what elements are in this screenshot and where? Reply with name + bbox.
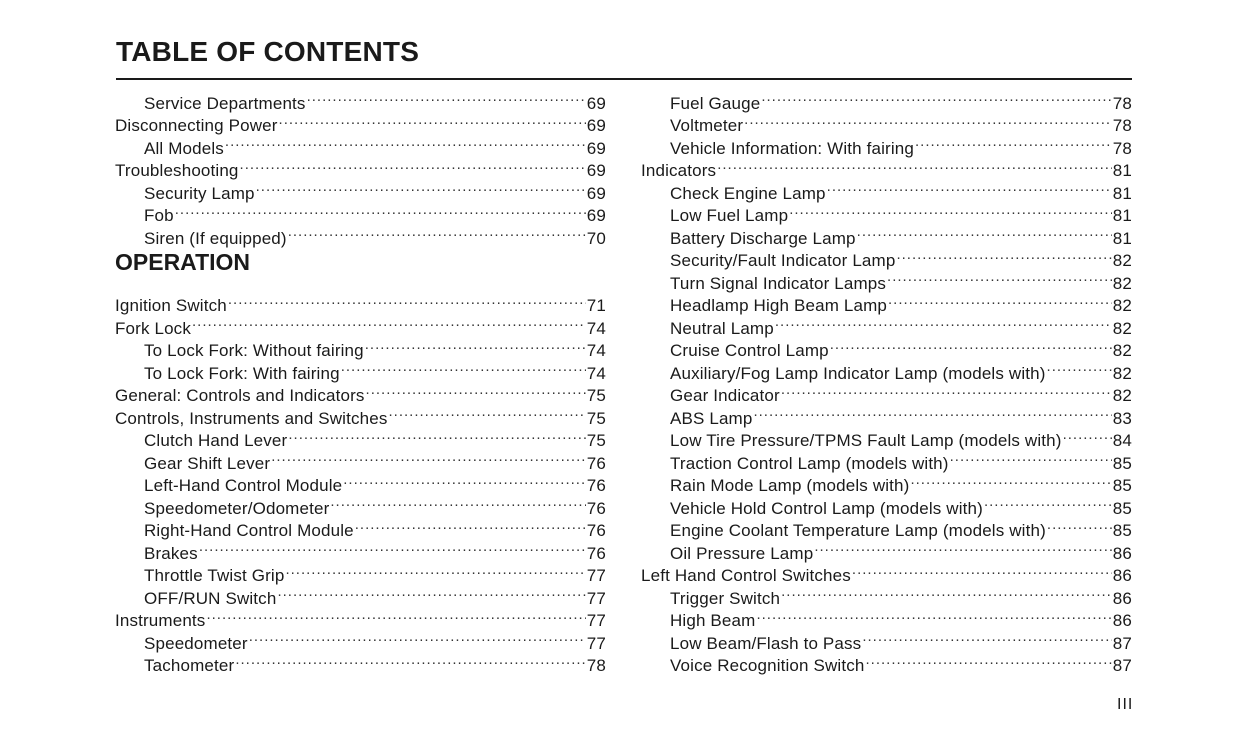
toc-entry-label: Low Tire Pressure/TPMS Fault Lamp (models with) [670, 431, 1062, 450]
toc-entry[interactable] [641, 86, 1132, 113]
toc-entry-label: Voltmeter [670, 116, 744, 135]
toc-right-column [641, 86, 1132, 675]
toc-entry-label: Troubleshooting [115, 161, 239, 180]
toc-entry-page: 74 [586, 363, 606, 383]
toc-entry-label: Trigger Switch [670, 588, 781, 608]
toc-entry-page: 85 [1112, 498, 1132, 518]
toc-entry-label: Left Hand Control Switches [641, 566, 851, 585]
section-heading-operation: OPERATION [115, 248, 251, 275]
toc-entry-label: Battery Discharge Lamp [670, 228, 856, 248]
toc-entry-page: 81 [1112, 228, 1132, 248]
toc-entry-page: 77 [586, 633, 606, 653]
toc-entry-label: Neutral Lamp [670, 318, 774, 338]
dot-leader [330, 491, 585, 514]
toc-entry-page: 82 [1112, 273, 1132, 293]
dot-leader [888, 289, 1112, 312]
toc-entry-page: 85 [1112, 476, 1132, 495]
dot-leader [887, 266, 1112, 289]
toc-entry-label: Instruments [115, 611, 206, 630]
dot-leader [862, 626, 1111, 649]
toc-entry-page: 81 [1112, 206, 1132, 225]
toc-left-column [115, 86, 606, 675]
dot-leader [365, 334, 586, 357]
toc-entry-page: 77 [586, 588, 606, 608]
toc-entry-page: 78 [1112, 116, 1132, 135]
dot-leader [343, 469, 586, 492]
toc-entry-label: Low Beam/Flash to Pass [670, 633, 862, 653]
toc-entry-label: Gear Shift Lever [144, 453, 271, 473]
toc-entry-label: Security/Fault Indicator Lamp [670, 251, 896, 270]
toc-entry-page: 81 [1112, 183, 1132, 203]
dot-leader [249, 626, 586, 649]
toc-entry-label: Service Departments [144, 93, 306, 113]
dot-leader [1047, 356, 1112, 379]
toc-entry-label: Right-Hand Control Module [144, 521, 354, 540]
toc-entry-label: Traction Control Lamp (models with) [670, 453, 949, 473]
toc-entry-label: OFF/RUN Switch [144, 588, 277, 608]
toc-entry-label: Clutch Hand Lever [144, 431, 288, 450]
toc-entry-label: Voice Recognition Switch [670, 656, 865, 675]
toc-entry-label: Fork Lock [115, 318, 191, 338]
toc-entry-page: 86 [1112, 566, 1132, 585]
toc-entry-page: 76 [586, 543, 606, 563]
toc-entry-page: 86 [1112, 588, 1132, 608]
toc-entry-label: Siren (If equipped) [144, 228, 287, 248]
toc-entry-page: 78 [1112, 93, 1132, 113]
toc-top-entries [115, 86, 606, 248]
dot-leader [1047, 514, 1112, 537]
toc-entry-label: Low Fuel Lamp [670, 206, 789, 225]
toc-entry-label: Ignition Switch [115, 296, 227, 315]
dot-leader [775, 311, 1112, 334]
toc-entry-label: Headlamp High Beam Lamp [670, 296, 888, 315]
toc-entry-label: ABS Lamp [670, 408, 753, 428]
dot-leader [240, 154, 586, 177]
toc-entry-page: 82 [1112, 386, 1132, 405]
toc-entry-label: Cruise Control Lamp [670, 341, 829, 360]
toc-entry-page: 78 [1112, 138, 1132, 158]
dot-leader [910, 469, 1111, 492]
toc-entry-page: 86 [1112, 543, 1132, 563]
toc-entry-page: 87 [1112, 656, 1132, 675]
toc-entry-page: 76 [586, 453, 606, 473]
dot-leader [389, 401, 586, 424]
toc-entry-page: 77 [586, 566, 606, 585]
toc-right-entries [641, 86, 1132, 675]
dot-leader [781, 379, 1112, 402]
dot-leader [984, 491, 1112, 514]
toc-entry-label: Fob [144, 206, 174, 225]
toc-entry-page: 69 [586, 93, 606, 113]
page-number: III [1117, 696, 1134, 713]
toc-entry-label: Disconnecting Power [115, 116, 278, 135]
toc-entry-page: 77 [586, 611, 606, 630]
dot-leader [896, 244, 1111, 267]
toc-entry-label: Fuel Gauge [670, 93, 761, 113]
page-title: TABLE OF CONTENTS [116, 36, 420, 67]
dot-leader [756, 604, 1111, 627]
dot-leader [285, 559, 585, 582]
dot-leader [288, 221, 586, 244]
toc-entry-label: Indicators [641, 161, 717, 180]
dot-leader [206, 604, 585, 627]
title-divider [116, 78, 1132, 80]
dot-leader [256, 176, 586, 199]
dot-leader [225, 131, 586, 154]
dot-leader [235, 649, 585, 672]
dot-leader [789, 199, 1112, 222]
toc-entry-page: 69 [586, 183, 606, 203]
dot-leader [366, 379, 586, 402]
toc-entry-label: Check Engine Lamp [670, 183, 826, 203]
toc-entry-page: 87 [1112, 633, 1132, 653]
toc-entry-page: 75 [586, 408, 606, 428]
toc-entry-page: 84 [1112, 431, 1132, 450]
toc-entry-page: 71 [586, 296, 606, 315]
dot-leader [279, 109, 586, 132]
dot-leader [307, 86, 586, 109]
dot-leader [857, 221, 1112, 244]
dot-leader [781, 581, 1112, 604]
toc-entry-label: To Lock Fork: With fairing [144, 363, 340, 383]
toc-entry-page: 83 [1112, 408, 1132, 428]
dot-leader [1063, 424, 1112, 447]
toc-entry-page: 76 [586, 476, 606, 495]
dot-leader [288, 424, 585, 447]
dot-leader [814, 536, 1111, 559]
toc-entry-label: High Beam [670, 611, 756, 630]
toc-entry-page: 76 [586, 498, 606, 518]
toc-entry-label: Speedometer/Odometer [144, 498, 330, 518]
dot-leader [744, 109, 1112, 132]
dot-leader [271, 446, 586, 469]
dot-leader [341, 356, 586, 379]
toc-entry-label: Oil Pressure Lamp [670, 543, 814, 563]
toc-entry-page: 82 [1112, 341, 1132, 360]
dot-leader [717, 154, 1112, 177]
toc-entry-page: 82 [1112, 296, 1132, 315]
toc-entry-label: Auxiliary/Fog Lamp Indicator Lamp (models with) [670, 363, 1046, 383]
toc-entry-label: Rain Mode Lamp (models with) [670, 476, 910, 495]
toc-entry-label: Throttle Twist Grip [144, 566, 285, 585]
toc-entry-page: 75 [586, 386, 606, 405]
toc-entry-page: 70 [586, 228, 606, 248]
toc-entry-page: 86 [1112, 611, 1132, 630]
dot-leader [827, 176, 1112, 199]
toc-entry-label: Tachometer [144, 656, 235, 675]
toc-entry-label: Brakes [144, 543, 198, 563]
dot-leader [761, 86, 1111, 109]
dot-leader [199, 536, 586, 559]
toc-entry-label: Gear Indicator [670, 386, 780, 405]
toc-entry-page: 74 [586, 318, 606, 338]
toc-entry-page: 75 [586, 431, 606, 450]
dot-leader [175, 199, 586, 222]
toc-entry-label: Speedometer [144, 633, 248, 653]
toc-entry-page: 69 [586, 161, 606, 180]
dot-leader [852, 559, 1112, 582]
toc-entry-page: 85 [1112, 521, 1132, 540]
toc-entry[interactable] [115, 221, 606, 248]
toc-entry-label: To Lock Fork: Without fairing [144, 341, 364, 360]
dot-leader [866, 649, 1112, 672]
toc-entry[interactable] [115, 86, 606, 113]
toc-entry-label: All Models [144, 138, 224, 158]
toc-entry-page: 82 [1112, 363, 1132, 383]
toc-entry-page: 76 [586, 521, 606, 540]
toc-entry-page: 81 [1112, 161, 1132, 180]
dot-leader [753, 401, 1111, 424]
dot-leader [355, 514, 586, 537]
toc-entry-label: General: Controls and Indicators [115, 386, 365, 405]
toc-entry-page: 69 [586, 206, 606, 225]
toc-entry-page: 82 [1112, 318, 1132, 338]
toc-entry-label: Vehicle Hold Control Lamp (models with) [670, 498, 983, 518]
toc-entry-label: Vehicle Information: With fairing [670, 138, 915, 158]
toc-entry-page: 69 [586, 138, 606, 158]
dot-leader [192, 311, 586, 334]
toc-entry-label: Turn Signal Indicator Lamps [670, 273, 887, 293]
dot-leader [277, 581, 585, 604]
dot-leader [228, 289, 586, 312]
toc-entry[interactable] [115, 289, 606, 315]
toc-entry-page: 78 [586, 656, 606, 675]
toc-operation-entries [115, 289, 606, 675]
toc-entry-label: Engine Coolant Temperature Lamp (models with) [670, 521, 1046, 540]
toc-entry-page: 82 [1112, 251, 1132, 270]
toc-entry[interactable] [115, 199, 606, 225]
dot-leader [830, 334, 1112, 357]
toc-entry-label: Security Lamp [144, 183, 255, 203]
toc-entry-label: Controls, Instruments and Switches [115, 408, 388, 428]
toc-entry-label: Left-Hand Control Module [144, 476, 343, 495]
toc-entry-page: 74 [586, 341, 606, 360]
dot-leader [950, 446, 1112, 469]
toc-entry-page: 85 [1112, 453, 1132, 473]
toc-entry-page: 69 [586, 116, 606, 135]
dot-leader [915, 131, 1112, 154]
